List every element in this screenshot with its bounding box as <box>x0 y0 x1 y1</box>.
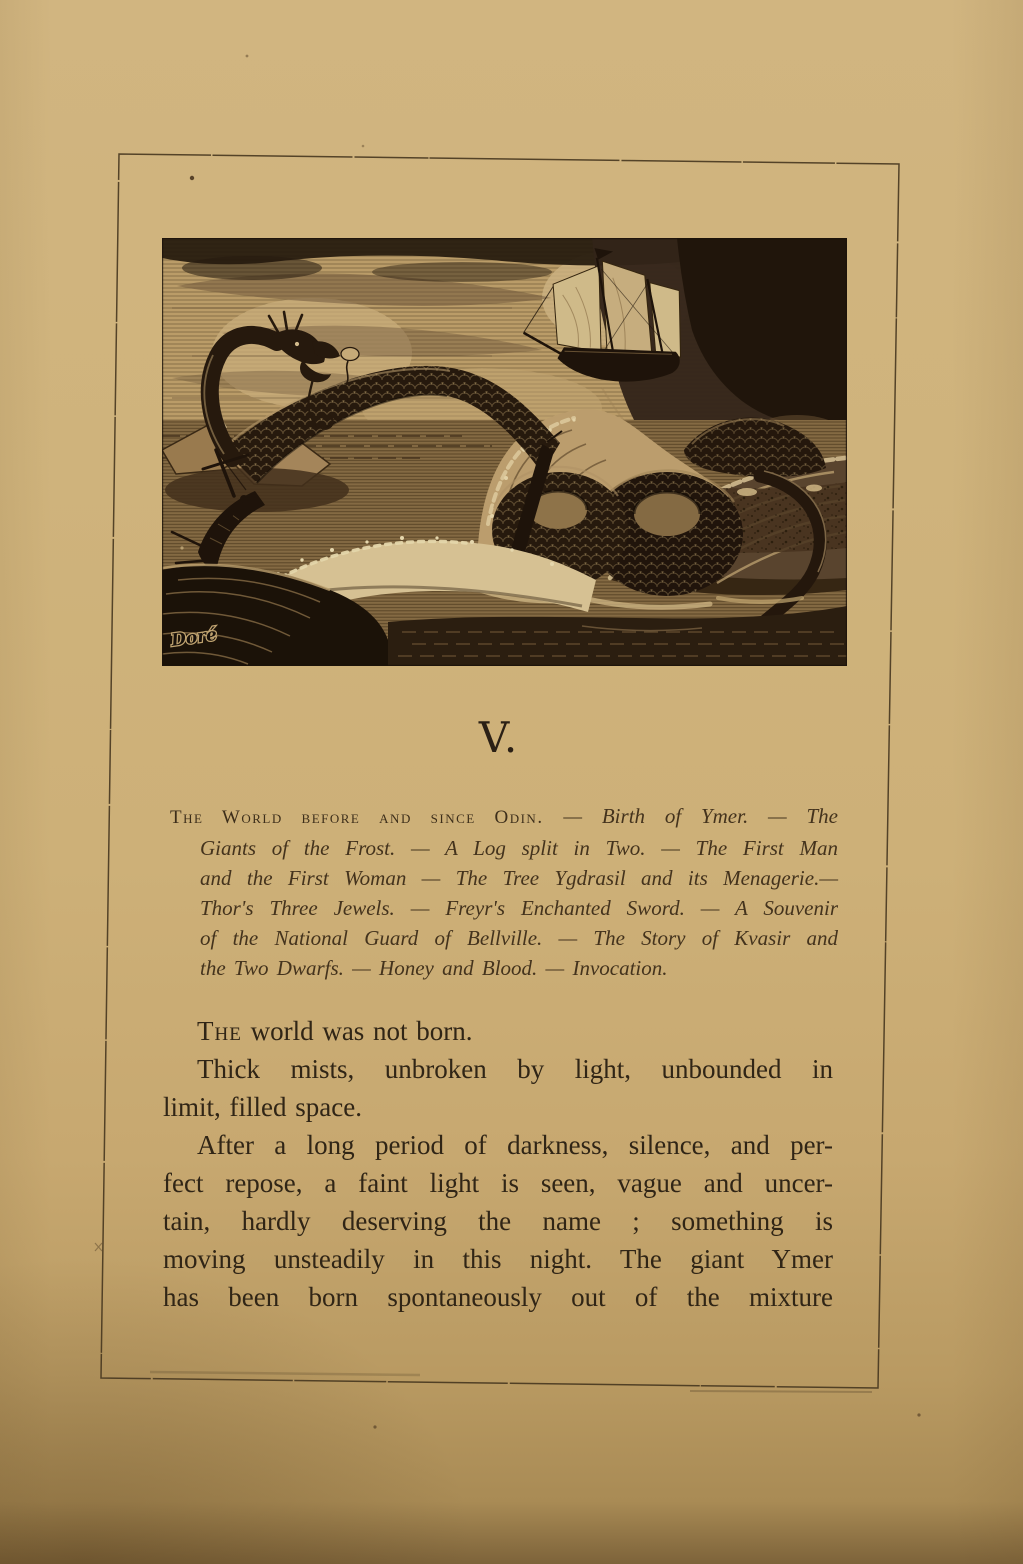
summary-line: the Two Dwarfs. — Honey and Blood. — Invocation. <box>200 956 668 980</box>
summary-line: and the First Woman — The Tree Ygdrasil and its Menagerie.— <box>200 866 838 890</box>
body-line: After a long period of darkness, silence, and per- <box>197 1130 833 1160</box>
frame-smudge <box>150 1372 420 1375</box>
summary-line: of the National Guard of Bellville. — The Story of Kvasir and <box>200 926 838 950</box>
summary-line: The World before and since Odin. — Birth of Ymer. — The <box>170 804 839 828</box>
body-text <box>163 1012 833 1316</box>
summary-line: Giants of the Frost. — A Log split in Two. — The First Man <box>200 836 838 860</box>
body-line: moving unsteadily in this night. The giant Ymer <box>163 1244 833 1274</box>
artist-signature: Doré <box>169 624 219 651</box>
body-line: tain, hardly deserving the name ; something is <box>163 1206 833 1236</box>
summary-line: Thor's Three Jewels. — Freyr's Enchanted Sword. — A Souvenir <box>200 896 838 920</box>
body-line: Thick mists, unbroken by light, unbounded in <box>197 1054 833 1084</box>
body-line: limit, filled space. <box>163 1092 362 1122</box>
engraving-sea-serpent <box>162 238 847 666</box>
frame-smudge <box>690 1391 872 1392</box>
summary-smallcaps-lead: The World before and since Odin. <box>170 807 544 828</box>
chapter-number: V. <box>478 713 520 762</box>
paragraph-smallcaps-lead: The <box>197 1016 242 1046</box>
chapter-summary <box>170 801 838 983</box>
body-line: fect repose, a faint light is seen, vague and uncer- <box>163 1168 833 1198</box>
body-line: The world was not born. <box>197 1016 473 1046</box>
body-line: has been born spontaneously out of the mixture <box>163 1282 833 1312</box>
